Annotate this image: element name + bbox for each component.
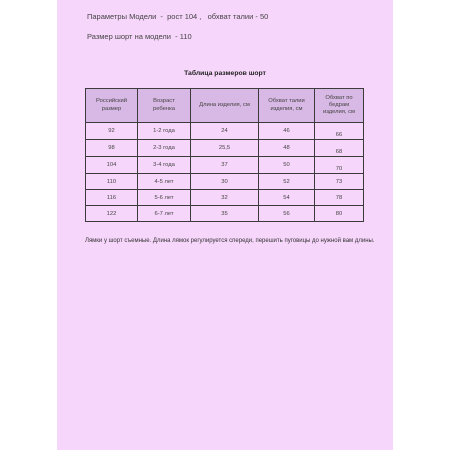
model-size-text: Размер шорт на модели - 110 (87, 32, 192, 41)
cell-length: 35 (191, 206, 259, 222)
cell-age: 6-7 лет (138, 206, 191, 222)
cell-age: 3-4 года (138, 157, 191, 174)
cell-hips: 70 (315, 157, 364, 174)
cell-waist: 46 (259, 123, 315, 140)
cell-age: 1-2 года (138, 123, 191, 140)
cell-waist: 48 (259, 140, 315, 157)
header-age-line-1: Возраст (153, 98, 175, 105)
model-parameters-text: Параметры Модели - рост 104 , обхват талии - 50 (87, 12, 269, 21)
header-age-line-2: ребенка (153, 105, 175, 112)
header-waist-line-2: изделия, см (270, 105, 303, 112)
header-hips-line-1: Обхват по (325, 94, 353, 101)
cell-hips: 78 (315, 190, 364, 206)
cell-size: 98 (86, 140, 138, 157)
table-title: Таблица размеров шорт (184, 70, 266, 77)
header-size (86, 89, 138, 123)
cell-length: 25,5 (191, 140, 259, 157)
header-hips (315, 89, 364, 123)
cell-length: 24 (191, 123, 259, 140)
cell-size: 110 (86, 174, 138, 190)
straps-note-text: Лямки у шорт съемные. Длина лямок регулируется спереди, перешить пуговицы до нужной вам длины. (85, 238, 375, 244)
cell-waist: 54 (259, 190, 315, 206)
cell-size: 92 (86, 123, 138, 140)
table-row (86, 157, 364, 174)
cell-hips: 68 (315, 140, 364, 157)
cell-waist: 52 (259, 174, 315, 190)
header-length (191, 89, 259, 123)
document-page (57, 0, 393, 450)
header-age (138, 89, 191, 123)
header-waist-line-1: Обхват талии (268, 98, 305, 105)
header-size-line-1: Российский (95, 98, 128, 105)
table-header-row (86, 89, 364, 123)
table-row (86, 190, 364, 206)
table-row (86, 140, 364, 157)
header-size-line-2: размер (101, 105, 122, 112)
cell-hips: 66 (315, 123, 364, 140)
header-waist (259, 89, 315, 123)
header-hips-line-2: бедрам (328, 101, 350, 108)
cell-size: 116 (86, 190, 138, 206)
cell-hips: 73 (315, 174, 364, 190)
table-row (86, 123, 364, 140)
header-length-text: Длина изделия, см (199, 101, 250, 108)
cell-waist: 56 (259, 206, 315, 222)
cell-age: 5-6 лет (138, 190, 191, 206)
table-row (86, 174, 364, 190)
cell-length: 30 (191, 174, 259, 190)
cell-age: 2-3 года (138, 140, 191, 157)
cell-age: 4-5 лет (138, 174, 191, 190)
cell-length: 32 (191, 190, 259, 206)
cell-length: 37 (191, 157, 259, 174)
cell-hips: 80 (315, 206, 364, 222)
header-hips-line-3: изделия, см (322, 109, 356, 116)
cell-size: 104 (86, 157, 138, 174)
size-table (85, 88, 364, 222)
cell-size: 122 (86, 206, 138, 222)
cell-waist: 50 (259, 157, 315, 174)
table-row (86, 206, 364, 222)
